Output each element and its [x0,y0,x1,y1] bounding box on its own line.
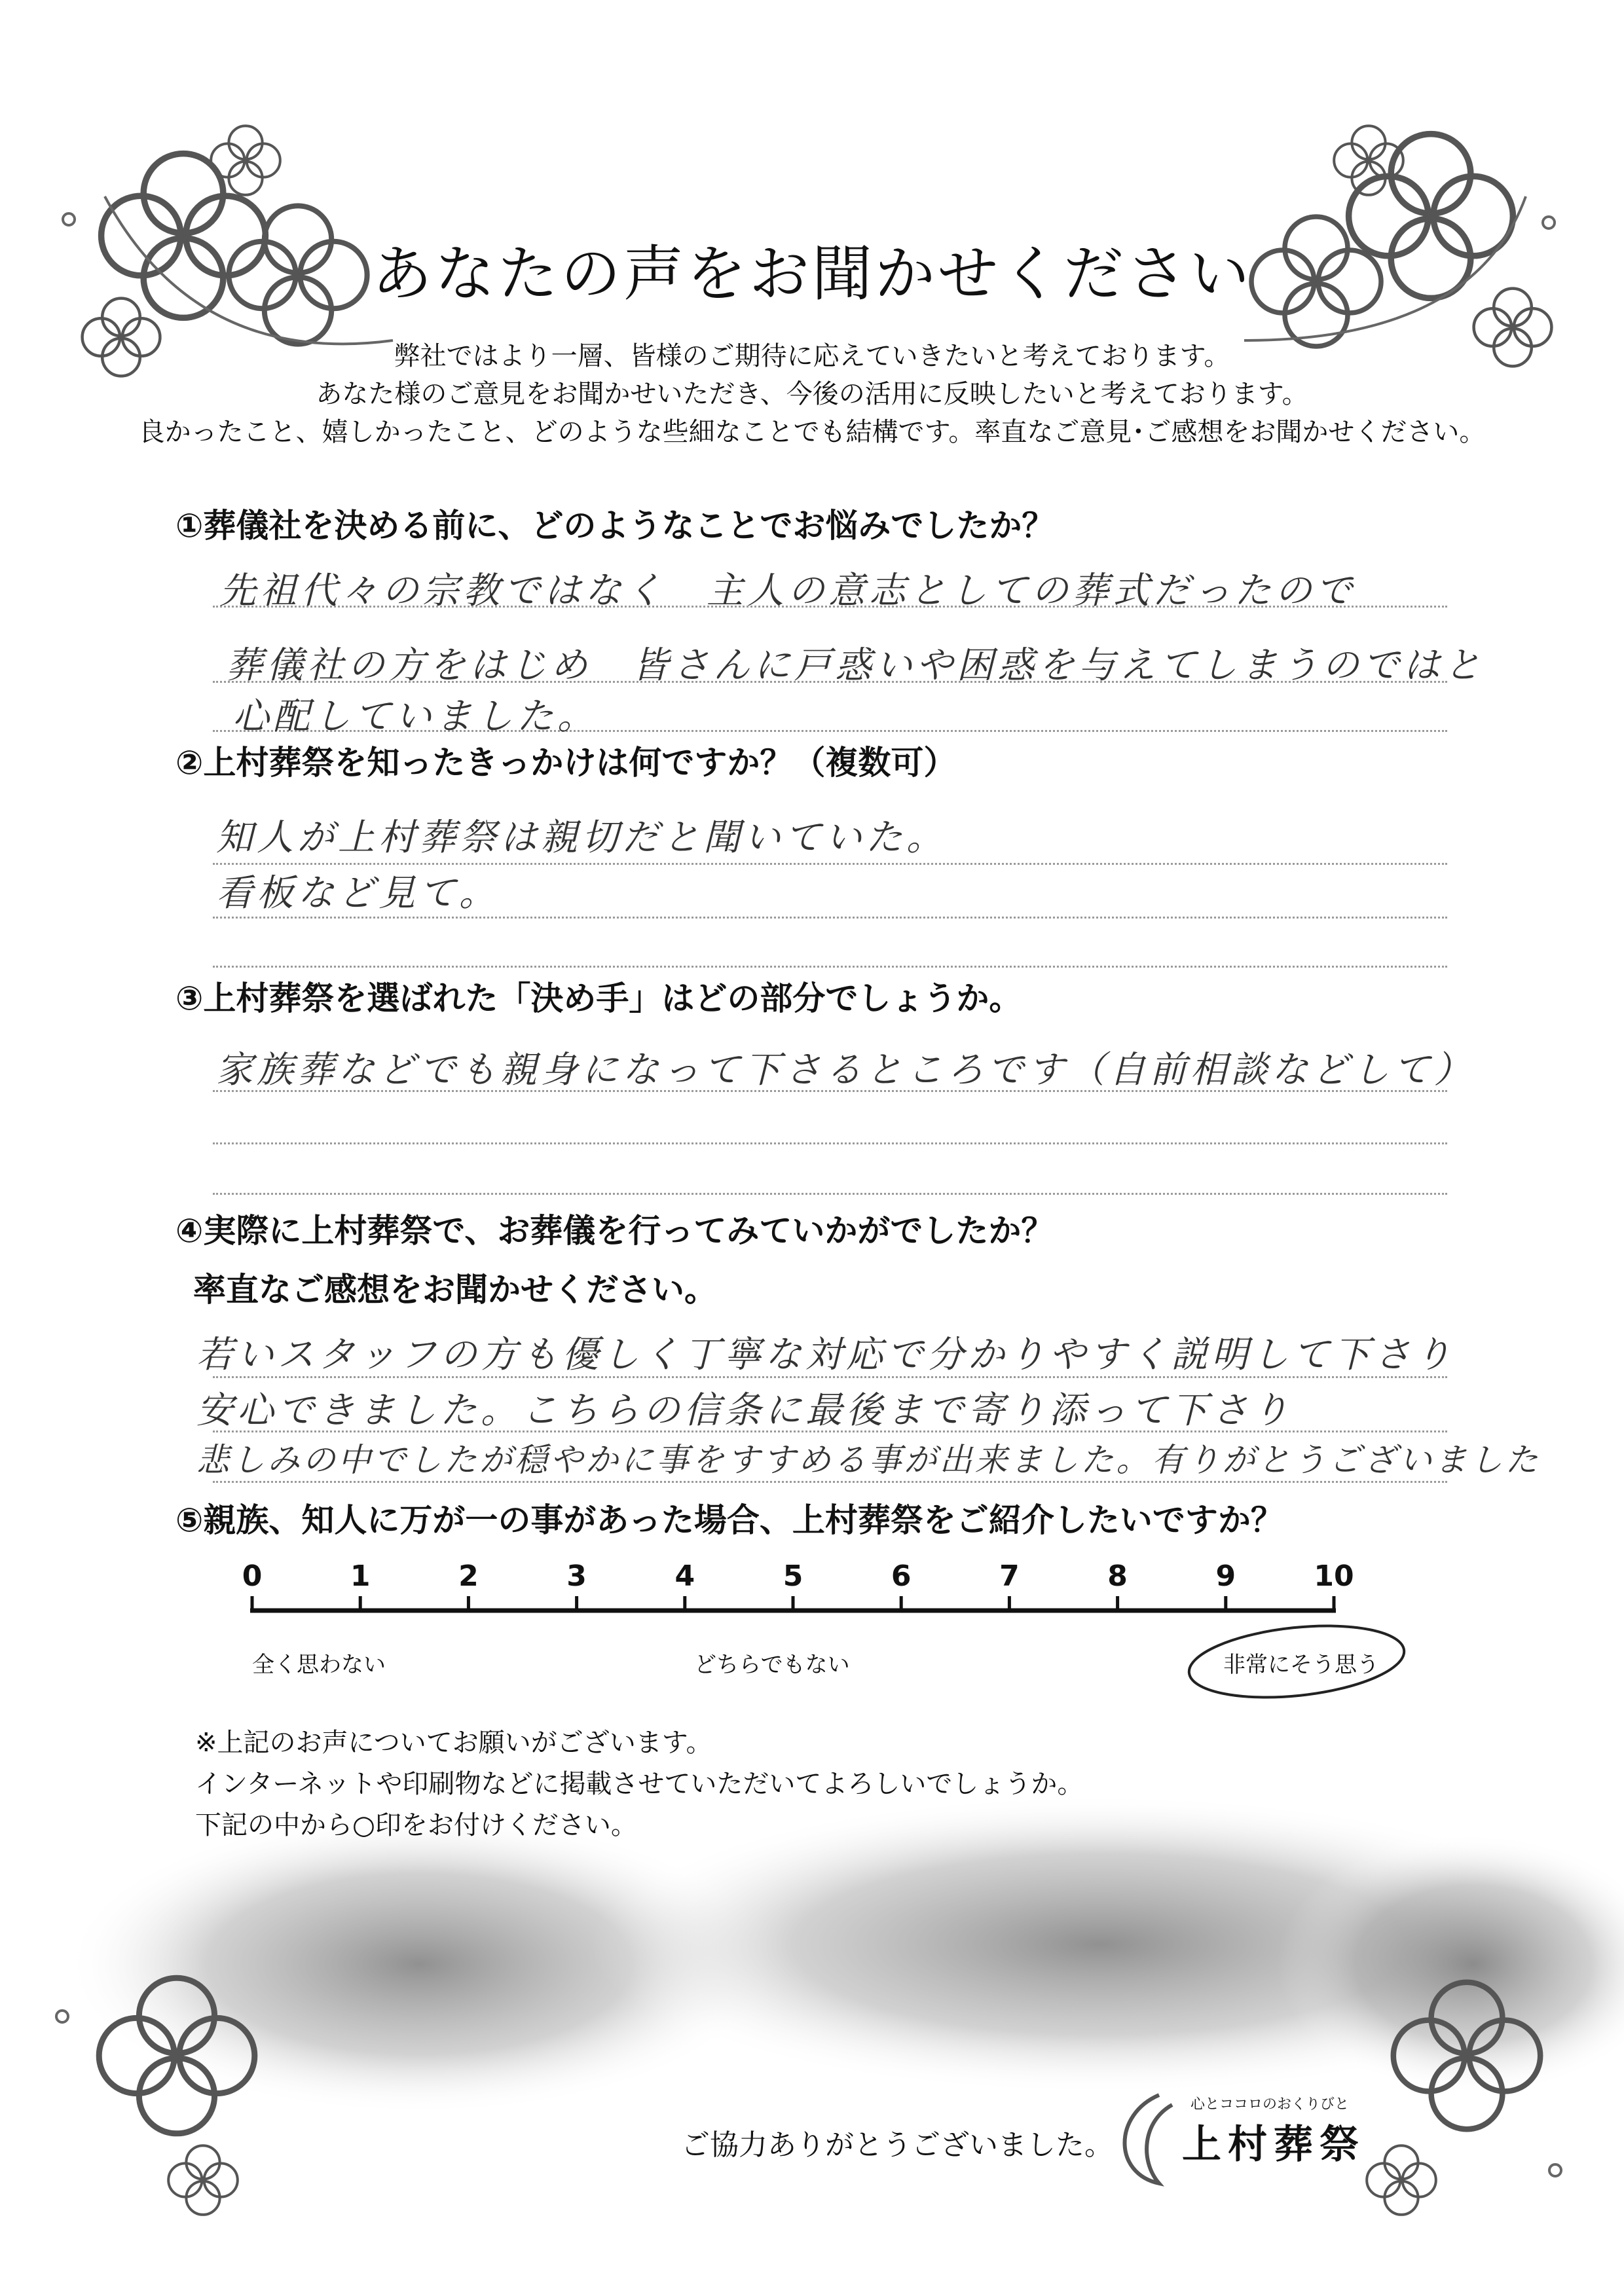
question-5: ⑤親族、知人に万が一の事があった場合、上村葬祭をご紹介したいですか？ [175,1501,1283,1539]
answer-4-line: 安心できました。こちらの信条に最後まで寄り添って下さり [196,1389,1293,1432]
scale-number: 6 [891,1559,912,1593]
scale-number: 1 [350,1559,371,1593]
answer-4-line: 悲しみの中でしたが穏やかに事をすすめる事が出来ました。有りがとうございました [196,1441,1541,1479]
brand-name: 上村葬祭 [1182,2122,1365,2168]
question-2: ②上村葬祭を知ったきっかけは何ですか？（複数可） [175,744,957,782]
answer-1-line: 葬儀社の方をはじめ 皆さんに戸惑いや困惑を与えてしまうのではと [226,644,1485,687]
intro-line: 弊社ではより一層、皆様のご期待に応えていきたいと考えております。 [394,341,1230,371]
scale-number: 2 [458,1559,479,1593]
answer-2-line: 知人が上村葬祭は親切だと聞いていた。 [216,816,947,859]
scale-number: 7 [999,1559,1020,1593]
note-line: 下記の中から○印をお付けください。 [195,1810,637,1840]
question-1: ①葬儀社を決める前に、どのようなことでお悩みでしたか？ [175,507,1055,545]
scale-number: 9 [1215,1559,1236,1593]
answer-2-line: 看板など見て。 [216,872,500,915]
question-3: ③上村葬祭を選ばれた「決め手」はどの部分でしょうか。 [175,979,1022,1017]
scale-label-low: 全く思わない [252,1652,386,1678]
answer-1-line: 先祖代々の宗教ではなく 主人の意志としての葬式だったので [219,570,1356,612]
clover-icon [1367,2145,1436,2215]
scale-number: 5 [783,1559,803,1593]
question-4: ④実際に上村葬祭で、お葬儀を行ってみていかがでしたか？ [175,1212,1054,1250]
scale-number: 4 [674,1559,695,1593]
answer-4-line: 若いスタッフの方も優しく丁寧な対応で分かりやすく説明して下さり [196,1334,1455,1376]
scale-label-high: 非常にそう思う [1223,1652,1379,1678]
page-title: あなたの声をお聞かせください [371,239,1252,309]
scale-number: 3 [566,1559,587,1593]
intro-line: あなた様のご意見をお聞かせいただき、今後の活用に反映したいと考えております。 [316,379,1308,409]
scale-number: 0 [242,1559,263,1593]
clover-icon [168,2145,238,2215]
answer-3-line: 家族葬などでも親身になって下さるところです（自前相談などして） [216,1049,1475,1091]
brand-tagline: 心とココロのおくりびと [1190,2096,1350,2113]
question-4-sub: 率直なご感想をお聞かせください。 [193,1271,717,1309]
note-line: ※上記のお声についてお願いがございます。 [195,1728,712,1758]
scale-number: 8 [1107,1559,1128,1593]
brand-logo-icon [1125,2095,1173,2183]
scale-number: 10 [1314,1559,1354,1593]
answer-1-line: 心配していました。 [232,695,598,738]
footer-thanks: ご協力ありがとうございました。 [681,2128,1113,2162]
note-line: インターネットや印刷物などに掲載させていただいてよろしいでしょうか。 [195,1769,1084,1799]
scale-label-mid: どちらでもない [694,1652,850,1678]
intro-line: 良かったこと、嬉しかったこと、どのような些細なことでも結構です。率直なご意見･ご感想をお聞かせください。 [138,417,1486,447]
